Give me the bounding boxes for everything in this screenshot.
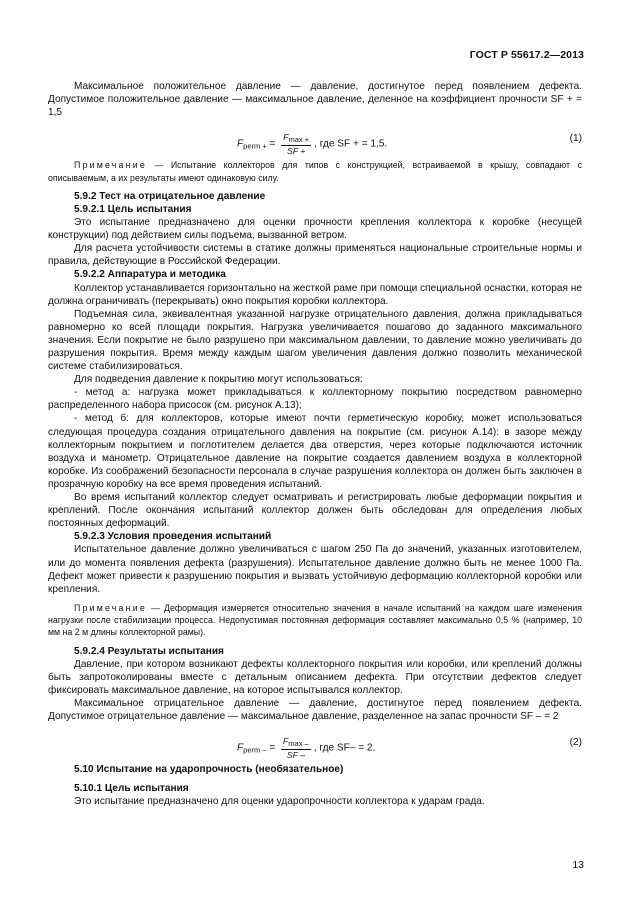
paragraph: Это испытание предназначено для оценки прочности крепления коллектора к коробке (несущей конструкции) под действием силы подъема, вызванной ветром. (48, 217, 582, 242)
list-item: - метод б: для коллекторов, которые имеют почти герметическую коробку, может использоваться следующая процедура создания отрицательного давления на покрытие (см. рисунок А.14): в зазоре между коллекторным покрытием и поглотителем делается два отверстия, через которые подключаются источник воздуха и манометр. Отрицательное давление на покрытие создается давлением воздуха в коллекторной коробке. Из соображений безопасности персонала в случае разрушения коллектора он должен быть заключен в прозрачную коробку на все время проведения испытаний. (48, 413, 582, 490)
subsection-heading: 5.9.2.4 Результаты испытания (74, 645, 224, 657)
document-body (48, 80, 582, 809)
fraction-numerator: Fmax – (283, 736, 309, 749)
paragraph: Коллектор устанавливается горизонтально на жесткой раме при помощи специальной оснастки, которая не должна ограничивать (перекрывать) окно покрытия коробки коллектора. (48, 282, 582, 307)
formula-condition: , где SF + = 1,5. (314, 138, 388, 150)
note-text: Испытание коллекторов для типов с конструкцией, встраиваемой в крышу, совпадают с описываемым, а их результаты имеют одинаковую силу. (48, 160, 582, 183)
section-heading: 5.9.2 Тест на отрицательное давление (74, 190, 266, 202)
subsection-heading: 5.9.2.3 Условия проведения испытаний (74, 531, 272, 543)
paragraph: Максимальное положительное давление — давление, достигнутое перед появлением дефекта. Допустимое положительное давление — максимальное давление, деленное на коэффициент прочности SF + = 1,5 (48, 81, 582, 119)
formula-lhs: F (237, 138, 244, 150)
paragraph: Это испытание предназначено для оценки ударопрочности коллектора к ударам града. (74, 796, 485, 808)
subsection-heading: 5.9.2.2 Аппаратура и методика (74, 269, 226, 281)
paragraph: Во время испытаний коллектор следует осматривать и регистрировать любые деформации покрытия и креплений. После окончания испытаний коллектор должен быть обследован для определения любых постоянных деформаций. (48, 492, 582, 530)
note-text: Деформация измеряется относительно значения в начале испытаний на каждом шаге изменения нагрузки после стабилизации процесса. Недопустимая постоянная деформация составляет максимально 0,5 % (например, 10 мм на 2 м длины коллекторной рамы). (48, 602, 583, 638)
note: Примечание — Испытание коллекторов для типов с конструкцией, встраиваемой в крышу, совпадают с описываемым, а их результаты имеют одинаковую силу. (48, 160, 582, 183)
formula-1-expression (237, 132, 387, 156)
page-number: 13 (572, 859, 584, 871)
subsection-heading: 5.10.1 Цель испытания (74, 783, 189, 795)
formula-lhs-sub: perm – (243, 745, 267, 755)
formula-2 (48, 728, 582, 761)
paragraph: Для подведения давление к покрытию могут использоваться: (74, 374, 363, 386)
formula-number: (1) (569, 133, 582, 145)
paragraph: Испытательное давление должно увеличиваться с шагом 250 Па до значений, указанных изготовителем, или до момента появления дефекта (разрушения). Испытательное давление должно быть не менее 1000 Па. Дефект может привести к разрушению покрытия и вызвать устойчивую деформацию коллекторной коробки или крепления. (48, 544, 582, 595)
formula-fraction (281, 132, 311, 156)
formula-number: (2) (569, 737, 582, 749)
formula-2-expression (237, 736, 375, 760)
note-label: Примечание (74, 160, 147, 171)
formula-1 (48, 124, 582, 157)
note: Примечание — Деформация измеряется относительно значения в начале испытаний на каждом шаге изменения нагрузки после стабилизации процесса. Недопустимая постоянная деформация составляет максимально 0,5 % (например, 10 мм на 2 м длины коллекторной рамы). (48, 602, 583, 638)
formula-equals: = (269, 742, 276, 754)
formula-fraction (281, 736, 311, 760)
subsection-heading: 5.9.2.1 Цель испытания (74, 203, 192, 215)
fraction-numerator: Fmax + (283, 132, 310, 145)
formula-lhs: F (237, 742, 244, 754)
formula-lhs-sub: perm + (243, 141, 267, 151)
paragraph: Давление, при котором возникают дефекты коллекторного покрытия или коробки, или креплений должны быть запротоколированы вместе с детальным описанием дефекта. При отсутствии дефектов следует фиксировать максимальное давление, на которое испытывался коллектор. (48, 658, 582, 696)
note-label: Примечание (74, 602, 147, 613)
formula-condition: , где SF– = 2. (313, 742, 376, 754)
section-heading: 5.10 Испытание на ударопрочность (необязательное) (74, 764, 344, 776)
fraction-denominator: SF + (287, 146, 306, 157)
standard-header: ГОСТ Р 55617.2—2013 (469, 49, 584, 61)
fraction-denominator: SF – (286, 750, 305, 761)
paragraph: Подъемная сила, эквивалентная указанной нагрузке отрицательного давления, должна прикладываться равномерно ко всей площади покрытия. Нагрузка увеличивается пошагово до заданного максимального значения. Если покрытие не было разрушено при максимальном давлении, то давление можно увеличивать до разрушения покрытия. Время между каждым шагом увеличения давления должно позволить механической системе стабилизироваться. (48, 308, 582, 373)
list-item: - метод а: нагрузка может прикладываться к коллекторному покрытию посредством равномерно распределенного набора присосок (см. рисунок А.13); (48, 387, 582, 412)
paragraph: Максимальное отрицательное давление — давление, достигнутое перед появлением дефекта. Допустимое отрицательное давление — максимальное давление, разделенное на запас прочности SF – = 2 (48, 698, 582, 723)
paragraph: Для расчета устойчивости системы в статике должны применяться национальные строительные нормы и правила, действующие в Российской Федерации. (48, 243, 582, 268)
formula-equals: = (269, 138, 276, 150)
